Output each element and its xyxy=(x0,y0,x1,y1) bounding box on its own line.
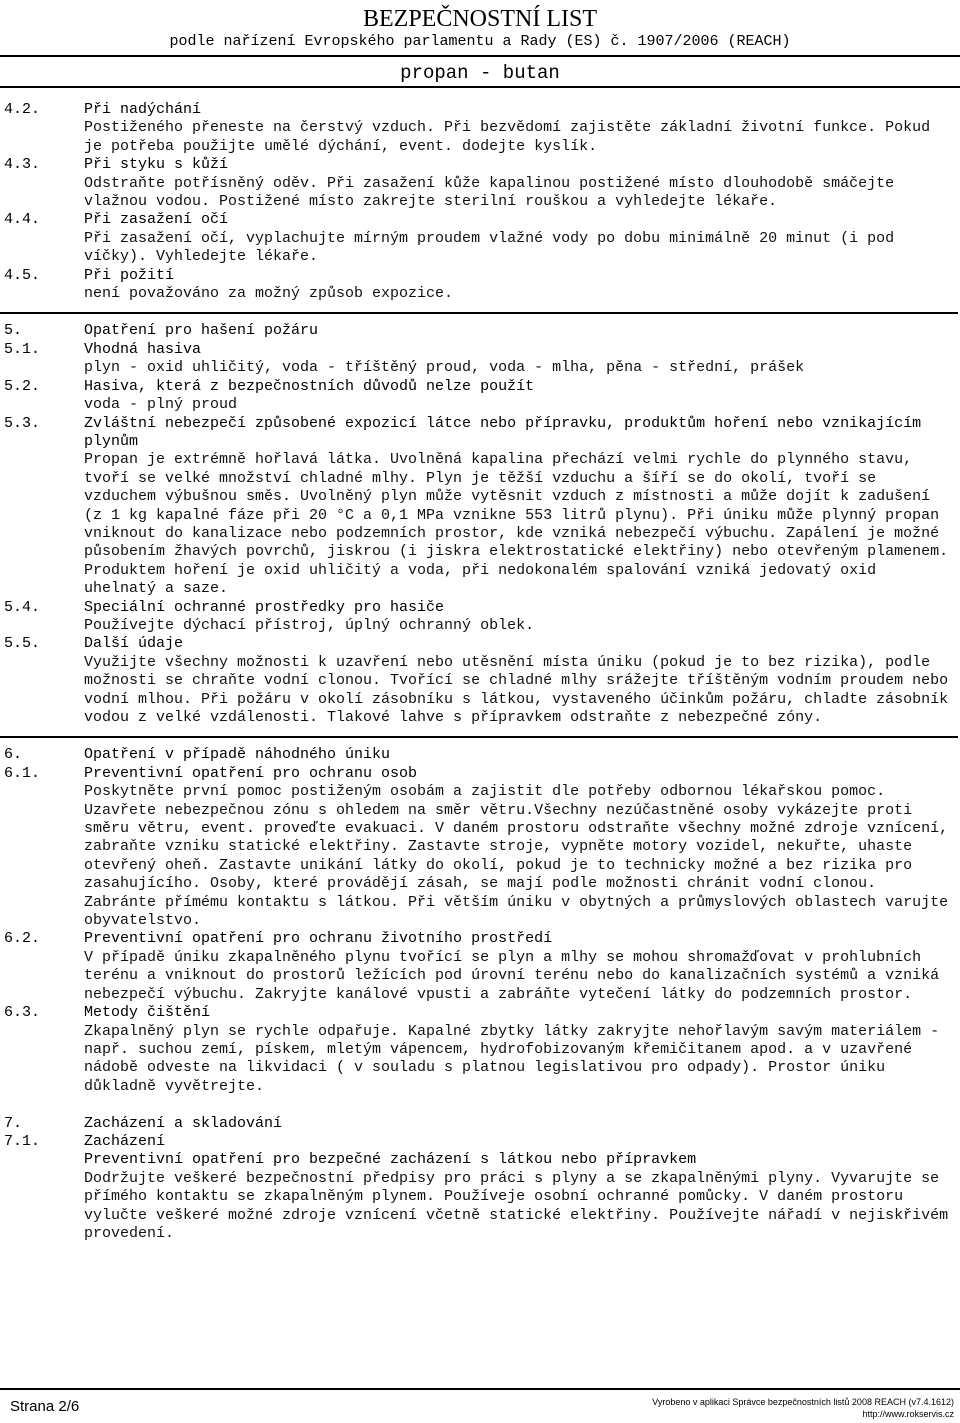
section-number: 5. xyxy=(4,322,23,340)
section-text: Poskytněte první pomoc postiženým osobám a zajistit dle potřeby odbornou lékařskou pomoc. Uzavřete nebezpečnou zónu s ohledem na směr větru.Všechny nezúčastněné osoby vykázejte proti směru větru, event. proveďte evakuaci. V daném prostoru odstraňte všechny možné zdroje vznícení, zabraňte vzniku statické elektřiny. Zastavte stroje, vypněte motory vozidel, nekuřte, uhaste otevřený oheň. Zastavte unikání látky do okolí, pokud je to technicky možné a bez rizika pro zasahujícího. Osoby, které provádějí zásah, se mají podle možnosti chránit vodní clonou. Zabránte přímému kontaktu s látkou. Při větším úniku v obytných a průmyslových oblastech varujte obyvatelstvo. xyxy=(84,783,949,930)
section-text: není považováno za možný způsob expozice. xyxy=(84,285,454,303)
section-heading: Preventivní opatření pro ochranu osob xyxy=(84,764,418,782)
section-number: 4.4. xyxy=(4,211,41,229)
section-heading: Opatření pro hašení požáru xyxy=(84,322,319,340)
section-6-3 xyxy=(4,1004,954,1096)
footer-divider xyxy=(0,1388,960,1390)
page-number: Strana 2/6 xyxy=(10,1398,80,1415)
section-number: 6. xyxy=(4,746,23,764)
regulation-subtitle: podle nařízení Evropského parlamentu a Rady (ES) č. 1907/2006 (REACH) xyxy=(169,33,791,50)
section-text: plyn - oxid uhličitý, voda - tříštěný proud, voda - mlha, pěna - střední, prášek xyxy=(84,359,805,377)
section-5-4 xyxy=(4,599,954,636)
section-heading: Hasiva, která z bezpečnostních důvodů nelze použít xyxy=(84,377,535,395)
section-number: 7.1. xyxy=(4,1132,41,1150)
section-heading: Zacházení xyxy=(84,1132,166,1150)
document-title: BEZPEČNOSTNÍ LIST xyxy=(363,6,597,32)
section-number: 6.2. xyxy=(4,930,41,948)
section-text: Při zasažení očí, vyplachujte mírným proudem vlažné vody po dobu minimálně 20 minut (i pod víčky). Vyhledejte lékaře. xyxy=(84,229,895,266)
section-text: Postiženého přeneste na čerstvý vzduch. Při bezvědomí zajistěte základní životní funkce. Pokud je potřeba použijte umělé dýchání, event. dodejte kyslík. xyxy=(84,119,931,155)
section-text: Zkapalněný plyn se rychle odpařuje. Kapalné zbytky látky zakryjte nehořlavým savým materiálem - např. suchou zemí, pískem, mletým vápencem, hydrofobizovaným křemičitanem apod. a v uzavřené nádobě odveste na likvidaci ( v souladu s platnou legislativou pro odpady). Prostor úniku důkladně vyvětrejte. xyxy=(84,1022,940,1095)
section-divider xyxy=(0,736,958,738)
section-7-1-precautions xyxy=(4,1151,954,1243)
header-divider xyxy=(0,55,960,57)
section-text: Používejte dýchací přístroj, úplný ochranný oblek. xyxy=(84,616,535,634)
section-heading: Zacházení a skladování xyxy=(84,1114,283,1132)
section-5-2 xyxy=(4,378,954,415)
section-number: 5.4. xyxy=(4,598,41,616)
section-text: Dodržujte veškeré bezpečnostní předpisy pro práci s plyny a se zkapalněnými plyny. Vyvarujte se přímého kontaktu se zkapalněným plynem. Používeje osobní ochranné pomůcky. V daném prostoru vylučte veškeré možné zdroje vznícení včetně statické elektřiny. Používejte nářadí v nejiskřivém provedení. xyxy=(84,1169,949,1242)
section-7 xyxy=(4,1115,954,1133)
section-5 xyxy=(4,322,954,340)
section-number: 4.5. xyxy=(4,266,41,284)
section-divider xyxy=(0,312,958,314)
header-divider xyxy=(0,86,960,88)
section-7-1 xyxy=(4,1133,954,1151)
section-heading: Další údaje xyxy=(84,635,184,653)
section-heading: Vhodná hasiva xyxy=(84,340,202,358)
section-heading: Při zasažení očí xyxy=(84,211,229,229)
section-5-5 xyxy=(4,635,954,727)
section-text: Využijte všechny možnosti k uzavření nebo utěsnění místa úniku (pokud je to bez rizika), podle možnosti se chraňte vodní clonou. Tvořící se chladné mlhy srážejte tříštěným vodním proudem nebo vodní mlhou. Při požáru v okolí zásobníku s látkou, vystaveného účinkům požáru, chladte zásobník vodou z velké vzdálenosti. Tlakové lahve s přípravkem odstraňte z nebezpečné zóny. xyxy=(84,653,949,726)
section-spacer xyxy=(4,1096,954,1114)
section-4-4 xyxy=(4,211,954,266)
section-heading: Opatření v případě náhodného úniku xyxy=(84,746,391,764)
section-number: 5.1. xyxy=(4,340,41,358)
generator-url: http://www.rokservis.cz xyxy=(862,1409,954,1419)
generator-text: Vyrobeno v aplikaci Správce bezpečnostních listů 2008 REACH (v7.4.1612) xyxy=(652,1397,954,1407)
section-heading: Speciální ochranné prostředky pro hasiče xyxy=(84,598,445,616)
section-5-1 xyxy=(4,341,954,378)
section-number: 5.2. xyxy=(4,377,41,395)
section-6-2 xyxy=(4,930,954,1004)
section-number: 4.2. xyxy=(4,101,41,118)
section-number: 6.3. xyxy=(4,1004,41,1022)
section-5-3 xyxy=(4,415,954,599)
section-text: Propan je extrémně hořlavá látka. Uvolněná kapalina přechází velmi rychle do plynného stavu, tvoří se velké množství chladné mlhy. Plyn je těžší vzduchu a šíří se do okolí, tvoří se vzduchem výbušnou směs. Uvolněný plyn může vytěsnit vzduch z místnosti a může dojít k zadušení (z 1 kg kapalné fáze při 20 °C a 0,1 MPa vznikne 553 litrů plynu). Při úniku může plynný propan vniknout do kanalizace nebo podzemních prostor, kde vzniká nebezpečí výbuchu. Zapálení je možné působením žhavých povrchů, jiskrou (i jiskra elektrostatické elektřiny) nebo otevřeným plamenem. Produktem hoření je oxid uhličitý a voda, při nedokonalém spalování vzniká jedovatý oxid uhelnatý a saze. xyxy=(84,451,949,598)
section-text: V případě úniku zkapalněného plynu tvořící se plyn a mlhy se mohou shromažďovat v prohlubních terénu a vniknout do prostorů ležících pod úrovní terénu nebo do kanalizačních systémů a vzniká nebezpečí výbuchu. Zakryjte kanálové vpusti a zabráňte vytečení látky do podzemních prostor. xyxy=(84,948,940,1003)
generator-note xyxy=(652,1396,954,1420)
section-6-1 xyxy=(4,765,954,931)
section-heading: Preventivní opatření pro ochranu životního prostředí xyxy=(84,930,553,948)
section-number: 4.3. xyxy=(4,156,41,174)
section-text: voda - plný proud xyxy=(84,396,238,414)
section-number: 6.1. xyxy=(4,764,41,782)
section-number: 7. xyxy=(4,1114,23,1132)
product-name: propan - butan xyxy=(400,62,560,84)
section-heading: Při styku s kůží xyxy=(84,156,229,174)
document-body xyxy=(4,101,954,1243)
section-4-2 xyxy=(4,101,954,156)
section-number: 5.5. xyxy=(4,635,41,653)
section-text: Odstraňte potřísněný oděv. Při zasažení kůže kapalinou postižené místo dlouhodobě smáčejte vlažnou vodou. Postižené místo zakrejte sterilní rouškou a vyhledejte lékaře. xyxy=(84,174,895,211)
section-heading: Při požití xyxy=(84,266,175,284)
section-4-5 xyxy=(4,267,954,304)
section-heading: Zvláštní nebezpečí způsobené expozicí látce nebo přípravku, produktům hoření nebo vznikajícím plynům xyxy=(84,414,922,450)
section-heading: Při nadýchání xyxy=(84,101,202,118)
section-4-3 xyxy=(4,156,954,211)
section-number: 5.3. xyxy=(4,414,41,432)
section-6 xyxy=(4,746,954,764)
section-heading: Preventivní opatření pro bezpečné zacházení s látkou nebo přípravkem xyxy=(84,1151,697,1169)
section-heading: Metody čištění xyxy=(84,1004,211,1022)
